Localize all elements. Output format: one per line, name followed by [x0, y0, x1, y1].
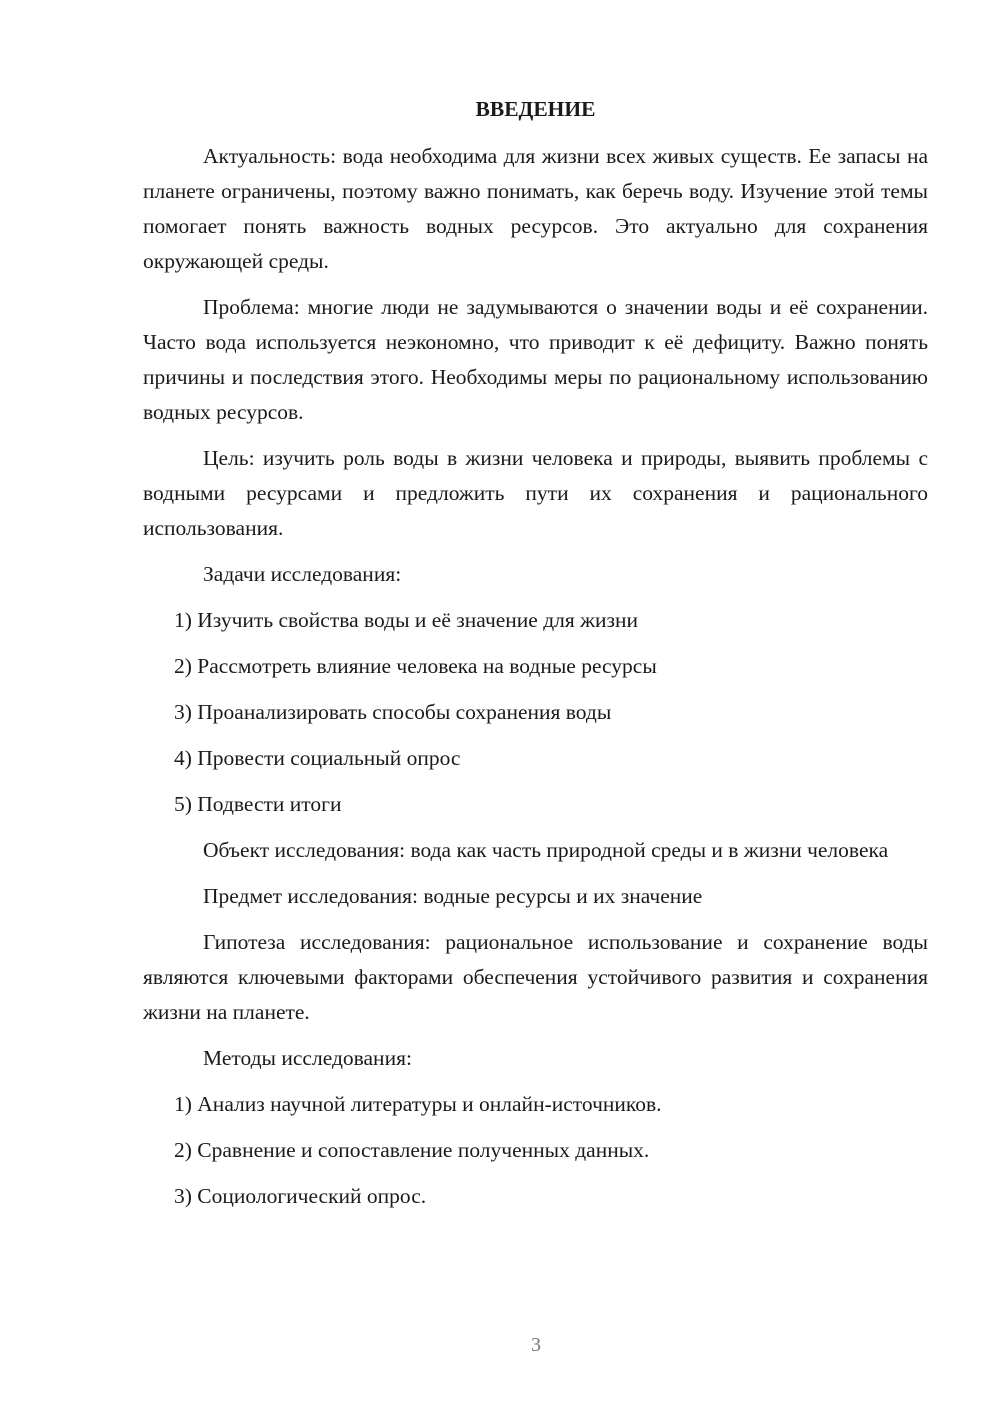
document-page — [143, 92, 928, 1225]
problem-paragraph: Проблема: многие люди не задумываются о значении воды и её сохранении. Часто вода используется неэкономно, что приводит к её дефициту. Важно понять причины и последствия этого. Необходимы меры по рациональному использованию водных ресурсов. — [143, 295, 928, 424]
goal-paragraph: Цель: изучить роль воды в жизни человека и природы, выявить проблемы с водными ресурсами и предложить пути их сохранения и рационального использования. — [143, 446, 928, 540]
page-number: 3 — [531, 1334, 541, 1356]
object-paragraph: Объект исследования: вода как часть природной среды и в жизни человека — [203, 838, 889, 862]
list-item: 1) Изучить свойства воды и её значение для жизни — [174, 608, 639, 632]
list-item: 5) Подвести итоги — [174, 792, 342, 816]
list-item: 4) Провести социальный опрос — [174, 746, 461, 770]
methods-list — [143, 1087, 928, 1214]
page-title: ВВЕДЕНИЕ — [475, 97, 596, 121]
list-item: 3) Проанализировать способы сохранения воды — [174, 700, 612, 724]
tasks-title: Задачи исследования: — [203, 562, 402, 586]
relevance-paragraph: Актуальность: вода необходима для жизни всех живых существ. Ее запасы на планете ограничены, поэтому важно понимать, как беречь воду. Изучение этой темы помогает понять важность водных ресурсов. Это актуально для сохранения окружающей среды. — [143, 144, 928, 273]
list-item: 1) Анализ научной литературы и онлайн-источников. — [174, 1092, 662, 1116]
list-item: 3) Социологический опрос. — [174, 1184, 427, 1208]
methods-title: Методы исследования: — [203, 1046, 412, 1070]
subject-paragraph: Предмет исследования: водные ресурсы и их значение — [203, 884, 703, 908]
list-item: 2) Сравнение и сопоставление полученных данных. — [174, 1138, 650, 1162]
hypothesis-paragraph: Гипотеза исследования: рациональное использование и сохранение воды являются ключевыми факторами обеспечения устойчивого развития и сохранения жизни на планете. — [143, 930, 928, 1024]
tasks-list — [143, 603, 928, 822]
list-item: 2) Рассмотреть влияние человека на водные ресурсы — [174, 654, 657, 678]
